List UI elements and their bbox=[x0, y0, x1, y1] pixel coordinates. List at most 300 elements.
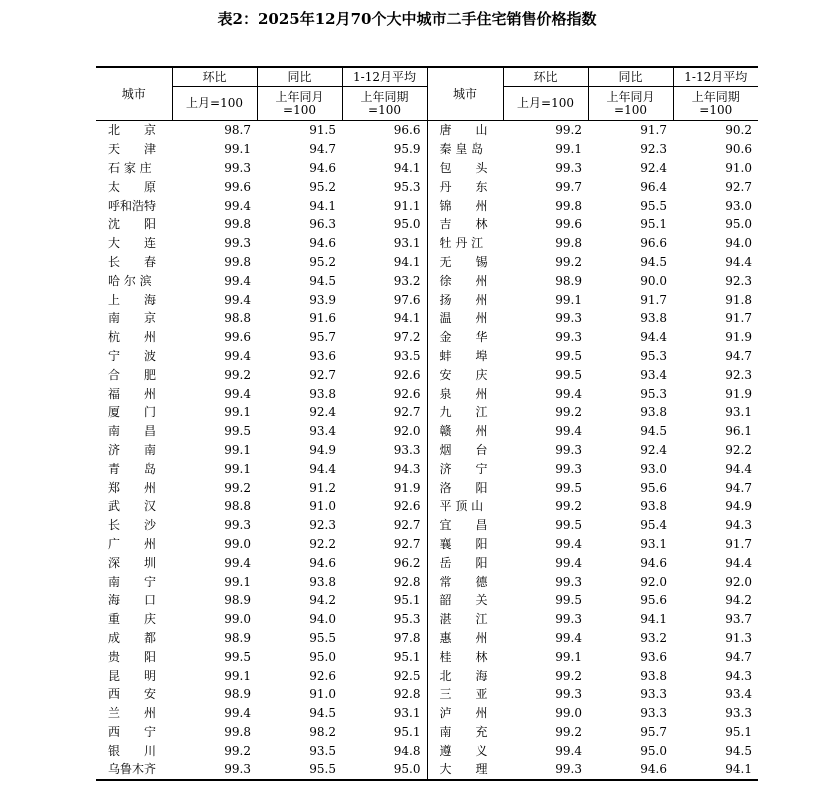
yoy-cell-right: 95.3 bbox=[640, 348, 667, 363]
avg-cell-right: 94.3 bbox=[725, 518, 752, 533]
yoy-cell-right: 93.6 bbox=[640, 649, 667, 664]
avg-cell-right: 95.0 bbox=[725, 217, 752, 232]
avg-cell-right: 94.7 bbox=[725, 348, 752, 363]
mom-cell-right: 99.3 bbox=[555, 574, 582, 589]
city-cell-right: 安 庆 bbox=[427, 365, 503, 384]
avg-cell-left: 95.1 bbox=[393, 593, 421, 608]
avg-cell-right: 91.0 bbox=[725, 160, 752, 175]
city-cell-right: 洛 阳 bbox=[427, 478, 503, 497]
table-row bbox=[96, 629, 758, 648]
mom-cell-right: 99.3 bbox=[555, 461, 582, 476]
avg-cell-left: 97.2 bbox=[393, 330, 421, 345]
avg-cell-right: 93.1 bbox=[725, 405, 752, 420]
city-cell-left: 贵 阳 bbox=[108, 649, 157, 664]
mom-cell-right: 99.5 bbox=[555, 593, 582, 608]
mom-cell-left: 99.3 bbox=[224, 518, 251, 533]
avg-cell-left: 94.8 bbox=[393, 743, 421, 758]
avg-cell-right: 94.2 bbox=[725, 593, 752, 608]
city-cell-left: 杭 州 bbox=[108, 330, 157, 345]
yoy-cell-left: 92.6 bbox=[309, 668, 336, 683]
avg-cell-right: 94.4 bbox=[725, 555, 752, 570]
yoy-cell-right: 95.3 bbox=[640, 386, 667, 401]
avg-cell-left: 95.3 bbox=[393, 179, 421, 194]
avg-cell-left: 95.9 bbox=[393, 142, 421, 157]
mom-cell-right: 99.2 bbox=[555, 405, 582, 420]
mom-cell-left: 99.6 bbox=[224, 179, 251, 194]
yoy-cell-left: 91.0 bbox=[309, 687, 336, 702]
yoy-cell-left: 94.6 bbox=[309, 236, 336, 251]
city-cell-right: 赣 州 bbox=[427, 422, 503, 441]
yoy-cell-left: 93.6 bbox=[309, 348, 336, 363]
avg-cell-left: 94.3 bbox=[393, 461, 421, 476]
city-cell-left: 西 宁 bbox=[108, 724, 157, 739]
city-cell-left: 长 春 bbox=[108, 254, 157, 269]
mom-cell-right: 99.2 bbox=[555, 123, 582, 138]
city-cell-right: 秦 皇 岛 bbox=[427, 140, 503, 159]
yoy-cell-right: 93.1 bbox=[640, 536, 667, 551]
city-cell-right: 常 德 bbox=[427, 572, 503, 591]
city-cell-left: 成 都 bbox=[108, 630, 157, 645]
mom-cell-left: 99.2 bbox=[224, 480, 251, 495]
table-row bbox=[96, 159, 758, 178]
avg-cell-right: 93.0 bbox=[725, 198, 752, 213]
table-row bbox=[96, 215, 758, 234]
mom-cell-left: 99.6 bbox=[224, 330, 251, 345]
avg-cell-left: 92.7 bbox=[393, 405, 421, 420]
mom-cell-left: 99.4 bbox=[224, 706, 251, 721]
avg-cell-right: 91.7 bbox=[725, 536, 752, 551]
city-cell-left: 银 川 bbox=[108, 743, 157, 758]
city-cell-left: 海 口 bbox=[108, 593, 157, 608]
avg-cell-right: 94.4 bbox=[725, 254, 752, 269]
table-row bbox=[96, 271, 758, 290]
table-row bbox=[96, 441, 758, 460]
avg-cell-left: 93.2 bbox=[393, 273, 421, 288]
avg-cell-left: 95.3 bbox=[393, 612, 421, 627]
avg-cell-right: 94.3 bbox=[725, 668, 752, 683]
yoy-cell-left: 93.9 bbox=[309, 292, 336, 307]
city-cell-left: 上 海 bbox=[108, 292, 157, 307]
city-cell-left: 宁 波 bbox=[108, 348, 157, 363]
city-cell-left: 合 肥 bbox=[108, 367, 157, 382]
city-cell-right: 湛 江 bbox=[427, 610, 503, 629]
city-cell-right: 金 华 bbox=[427, 328, 503, 347]
yoy-cell-right: 94.5 bbox=[640, 254, 667, 269]
mom-cell-left: 99.1 bbox=[224, 461, 251, 476]
yoy-cell-left: 95.5 bbox=[257, 760, 342, 780]
avg-cell-right: 94.4 bbox=[725, 461, 752, 476]
table-row bbox=[96, 177, 758, 196]
mom-cell-left: 98.9 bbox=[224, 630, 251, 645]
header-city-right: 城市 bbox=[427, 67, 503, 121]
mom-cell-right: 99.2 bbox=[555, 724, 582, 739]
yoy-cell-right: 91.7 bbox=[640, 292, 667, 307]
avg-cell-left: 97.8 bbox=[393, 630, 421, 645]
mom-cell-left: 99.0 bbox=[224, 612, 251, 627]
yoy-cell-right: 93.2 bbox=[640, 630, 667, 645]
yoy-cell-left: 94.7 bbox=[309, 142, 336, 157]
table-title: 表2：2025年12月70个大中城市二手住宅销售价格指数 bbox=[217, 10, 597, 28]
city-cell-right: 徐 州 bbox=[427, 271, 503, 290]
yoy-cell-left: 94.1 bbox=[309, 198, 336, 213]
city-cell-right: 北 海 bbox=[427, 666, 503, 685]
yoy-cell-left: 95.2 bbox=[309, 254, 336, 269]
mom-cell-left: 98.9 bbox=[224, 593, 251, 608]
city-cell-left: 广 州 bbox=[108, 536, 157, 551]
avg-cell-left: 96.2 bbox=[393, 555, 421, 570]
avg-cell-left: 91.1 bbox=[393, 198, 421, 213]
yoy-cell-right: 92.4 bbox=[640, 160, 667, 175]
yoy-cell-right: 92.4 bbox=[640, 442, 667, 457]
city-cell-left: 济 南 bbox=[108, 442, 157, 457]
mom-cell-left: 99.4 bbox=[224, 386, 251, 401]
yoy-cell-left: 91.6 bbox=[309, 311, 336, 326]
avg-cell-right: 92.7 bbox=[725, 179, 752, 194]
avg-cell-left: 96.6 bbox=[393, 123, 421, 138]
yoy-cell-left: 91.0 bbox=[309, 499, 336, 514]
subheader-yoy-right: 上年同月 =100 bbox=[588, 87, 673, 121]
city-cell-right: 锦 州 bbox=[427, 196, 503, 215]
mom-cell-left: 99.3 bbox=[224, 160, 251, 175]
yoy-cell-right: 91.7 bbox=[640, 123, 667, 138]
mom-cell-left: 99.5 bbox=[224, 424, 251, 439]
city-cell-left: 哈 尔 滨 bbox=[108, 273, 152, 288]
mom-cell-left: 99.4 bbox=[224, 348, 251, 363]
header-yoy-left: 同比 bbox=[257, 67, 342, 87]
avg-cell-right: 94.9 bbox=[725, 499, 752, 514]
mom-cell-left: 98.9 bbox=[224, 687, 251, 702]
mom-cell-left: 99.1 bbox=[224, 442, 251, 457]
avg-cell-right: 92.3 bbox=[725, 367, 752, 382]
table-body bbox=[96, 121, 758, 780]
yoy-cell-left: 95.0 bbox=[309, 649, 336, 664]
subheader-avg-right: 上年同期 =100 bbox=[673, 87, 758, 121]
city-cell-left: 厦 门 bbox=[108, 405, 157, 420]
city-cell-right: 大 理 bbox=[427, 760, 503, 780]
mom-cell-left: 99.4 bbox=[224, 555, 251, 570]
avg-cell-right: 93.3 bbox=[725, 706, 752, 721]
avg-cell-left: 93.5 bbox=[393, 348, 421, 363]
avg-cell-right: 92.3 bbox=[725, 273, 752, 288]
city-cell-right: 烟 台 bbox=[427, 441, 503, 460]
table-row bbox=[96, 328, 758, 347]
mom-cell-right: 99.2 bbox=[555, 254, 582, 269]
mom-cell-right: 99.8 bbox=[555, 236, 582, 251]
avg-cell-left: 95.0 bbox=[342, 760, 427, 780]
table-row bbox=[96, 196, 758, 215]
table-row bbox=[96, 572, 758, 591]
yoy-cell-right: 95.6 bbox=[640, 593, 667, 608]
mom-cell-right: 99.4 bbox=[555, 743, 582, 758]
city-cell-right: 温 州 bbox=[427, 309, 503, 328]
mom-cell-right: 99.3 bbox=[555, 442, 582, 457]
header-yoy-right: 同比 bbox=[588, 67, 673, 87]
mom-cell-right: 99.4 bbox=[555, 630, 582, 645]
city-cell-right: 平 顶 山 bbox=[427, 497, 503, 516]
avg-cell-left: 94.1 bbox=[393, 254, 421, 269]
city-cell-right: 襄 阳 bbox=[427, 535, 503, 554]
city-cell-left: 沈 阳 bbox=[108, 217, 157, 232]
city-cell-right: 南 充 bbox=[427, 723, 503, 742]
yoy-cell-right: 93.8 bbox=[640, 499, 667, 514]
mom-cell-right: 99.1 bbox=[555, 649, 582, 664]
avg-cell-right: 92.2 bbox=[725, 442, 752, 457]
table-row bbox=[96, 760, 758, 780]
mom-cell-right: 99.5 bbox=[555, 480, 582, 495]
yoy-cell-left: 96.3 bbox=[309, 217, 336, 232]
city-cell-right: 岳 阳 bbox=[427, 553, 503, 572]
yoy-cell-right: 93.3 bbox=[640, 687, 667, 702]
mom-cell-right: 99.3 bbox=[555, 330, 582, 345]
table-row bbox=[96, 723, 758, 742]
mom-cell-right: 99.4 bbox=[555, 424, 582, 439]
mom-cell-right: 99.3 bbox=[555, 612, 582, 627]
mom-cell-left: 99.3 bbox=[224, 236, 251, 251]
yoy-cell-left: 94.9 bbox=[309, 442, 336, 457]
city-cell-left: 青 岛 bbox=[108, 461, 157, 476]
yoy-cell-right: 93.0 bbox=[640, 461, 667, 476]
avg-cell-left: 95.1 bbox=[393, 724, 421, 739]
mom-cell-right: 99.1 bbox=[555, 142, 582, 157]
city-cell-right: 九 江 bbox=[427, 403, 503, 422]
city-cell-left: 兰 州 bbox=[108, 706, 157, 721]
city-cell-left: 乌鲁木齐 bbox=[96, 760, 172, 780]
mom-cell-right: 98.9 bbox=[555, 273, 582, 288]
avg-cell-right: 94.0 bbox=[725, 236, 752, 251]
city-cell-right: 遵 义 bbox=[427, 741, 503, 760]
mom-cell-left: 99.2 bbox=[224, 367, 251, 382]
table-row bbox=[96, 478, 758, 497]
table-row bbox=[96, 497, 758, 516]
header-city-left: 城市 bbox=[96, 67, 172, 121]
header-mom-left: 环比 bbox=[172, 67, 257, 87]
mom-cell-right: 99.4 bbox=[555, 555, 582, 570]
mom-cell-right: 99.4 bbox=[555, 386, 582, 401]
avg-cell-right: 91.9 bbox=[725, 386, 752, 401]
yoy-cell-left: 93.5 bbox=[309, 743, 336, 758]
table-row bbox=[96, 253, 758, 272]
mom-cell-right: 99.6 bbox=[555, 217, 582, 232]
avg-cell-right: 91.7 bbox=[725, 311, 752, 326]
mom-cell-left: 99.1 bbox=[224, 405, 251, 420]
avg-cell-left: 93.3 bbox=[393, 442, 421, 457]
avg-cell-left: 97.6 bbox=[393, 292, 421, 307]
yoy-cell-left: 93.4 bbox=[309, 424, 336, 439]
city-cell-left: 郑 州 bbox=[108, 480, 157, 495]
mom-cell-left: 99.8 bbox=[224, 217, 251, 232]
city-cell-left: 天 津 bbox=[108, 142, 157, 157]
mom-cell-right: 99.3 bbox=[555, 160, 582, 175]
avg-cell-right: 90.6 bbox=[725, 142, 752, 157]
table-row bbox=[96, 704, 758, 723]
mom-cell-right: 99.5 bbox=[555, 367, 582, 382]
city-cell-left: 武 汉 bbox=[108, 499, 157, 514]
mom-cell-left: 99.1 bbox=[224, 142, 251, 157]
avg-cell-left: 93.1 bbox=[393, 706, 421, 721]
avg-cell-left: 94.1 bbox=[393, 311, 421, 326]
city-cell-left: 重 庆 bbox=[108, 612, 157, 627]
table-row bbox=[96, 647, 758, 666]
table-row bbox=[96, 459, 758, 478]
price-index-table bbox=[96, 66, 758, 781]
avg-cell-left: 92.7 bbox=[393, 518, 421, 533]
city-cell-right: 济 宁 bbox=[427, 459, 503, 478]
yoy-cell-left: 94.0 bbox=[309, 612, 336, 627]
yoy-cell-right: 95.1 bbox=[640, 217, 667, 232]
table-row bbox=[96, 591, 758, 610]
avg-cell-right: 91.9 bbox=[725, 330, 752, 345]
table-row bbox=[96, 290, 758, 309]
table-row bbox=[96, 685, 758, 704]
yoy-cell-right: 90.0 bbox=[640, 273, 667, 288]
city-cell-left: 南 昌 bbox=[108, 424, 157, 439]
city-cell-right: 吉 林 bbox=[427, 215, 503, 234]
yoy-cell-right: 93.8 bbox=[640, 405, 667, 420]
mom-cell-left: 99.3 bbox=[172, 760, 257, 780]
mom-cell-left: 98.8 bbox=[224, 499, 251, 514]
yoy-cell-left: 91.5 bbox=[309, 123, 336, 138]
mom-cell-right: 99.3 bbox=[503, 760, 588, 780]
mom-cell-right: 99.3 bbox=[555, 687, 582, 702]
avg-cell-left: 93.1 bbox=[393, 236, 421, 251]
mom-cell-left: 99.4 bbox=[224, 273, 251, 288]
avg-cell-left: 92.5 bbox=[393, 668, 421, 683]
table-row bbox=[96, 741, 758, 760]
city-cell-right: 桂 林 bbox=[427, 647, 503, 666]
avg-cell-left: 92.8 bbox=[393, 687, 421, 702]
avg-cell-right: 90.2 bbox=[725, 123, 752, 138]
avg-cell-right: 94.7 bbox=[725, 649, 752, 664]
mom-cell-right: 99.7 bbox=[555, 179, 582, 194]
subheader-yoy-left: 上年同月 =100 bbox=[257, 87, 342, 121]
yoy-cell-left: 95.2 bbox=[309, 179, 336, 194]
mom-cell-left: 98.7 bbox=[224, 123, 251, 138]
avg-cell-left: 92.8 bbox=[393, 574, 421, 589]
mom-cell-right: 99.2 bbox=[555, 668, 582, 683]
yoy-cell-left: 98.2 bbox=[309, 724, 336, 739]
mom-cell-right: 99.4 bbox=[555, 536, 582, 551]
mom-cell-right: 99.2 bbox=[555, 499, 582, 514]
yoy-cell-left: 94.2 bbox=[309, 593, 336, 608]
yoy-cell-left: 93.8 bbox=[309, 386, 336, 401]
yoy-cell-right: 93.4 bbox=[640, 367, 667, 382]
city-cell-left: 南 京 bbox=[108, 311, 157, 326]
city-cell-right: 包 头 bbox=[427, 159, 503, 178]
yoy-cell-right: 94.6 bbox=[640, 555, 667, 570]
city-cell-left: 西 安 bbox=[108, 687, 157, 702]
table-row bbox=[96, 347, 758, 366]
avg-cell-left: 92.0 bbox=[393, 424, 421, 439]
yoy-cell-left: 95.7 bbox=[309, 330, 336, 345]
mom-cell-right: 99.5 bbox=[555, 348, 582, 363]
city-cell-right: 丹 东 bbox=[427, 177, 503, 196]
city-cell-left: 北 京 bbox=[108, 123, 157, 138]
table-row bbox=[96, 403, 758, 422]
yoy-cell-right: 93.8 bbox=[640, 311, 667, 326]
avg-cell-right: 94.7 bbox=[725, 480, 752, 495]
yoy-cell-right: 93.3 bbox=[640, 706, 667, 721]
yoy-cell-left: 94.6 bbox=[309, 555, 336, 570]
mom-cell-right: 99.8 bbox=[555, 198, 582, 213]
mom-cell-left: 99.8 bbox=[224, 724, 251, 739]
subheader-avg-left: 上年同期 =100 bbox=[342, 87, 427, 121]
avg-cell-right: 91.3 bbox=[725, 630, 752, 645]
avg-cell-right: 91.8 bbox=[725, 292, 752, 307]
table-row bbox=[96, 666, 758, 685]
city-cell-right: 三 亚 bbox=[427, 685, 503, 704]
city-cell-left: 大 连 bbox=[108, 236, 157, 251]
yoy-cell-right: 95.6 bbox=[640, 480, 667, 495]
city-cell-left: 深 圳 bbox=[108, 555, 157, 570]
mom-cell-right: 99.1 bbox=[555, 292, 582, 307]
city-cell-right: 牡 丹 江 bbox=[427, 234, 503, 253]
yoy-cell-right: 95.0 bbox=[640, 743, 667, 758]
city-cell-right: 蚌 埠 bbox=[427, 347, 503, 366]
header-avg-left: 1-12月平均 bbox=[342, 67, 427, 87]
avg-cell-right: 92.0 bbox=[725, 574, 752, 589]
table-row bbox=[96, 309, 758, 328]
city-cell-right: 唐 山 bbox=[427, 121, 503, 140]
table-row bbox=[96, 422, 758, 441]
yoy-cell-right: 94.1 bbox=[640, 612, 667, 627]
yoy-cell-left: 95.5 bbox=[309, 630, 336, 645]
yoy-cell-right: 94.5 bbox=[640, 424, 667, 439]
yoy-cell-right: 94.4 bbox=[640, 330, 667, 345]
city-cell-left: 呼和浩特 bbox=[108, 198, 157, 213]
mom-cell-left: 99.0 bbox=[224, 536, 251, 551]
yoy-cell-right: 94.6 bbox=[588, 760, 673, 780]
mom-cell-left: 99.5 bbox=[224, 649, 251, 664]
avg-cell-right: 96.1 bbox=[725, 424, 752, 439]
header-mom-right: 环比 bbox=[503, 67, 588, 87]
yoy-cell-left: 92.4 bbox=[309, 405, 336, 420]
avg-cell-right: 93.4 bbox=[725, 687, 752, 702]
yoy-cell-left: 92.3 bbox=[309, 518, 336, 533]
city-cell-right: 惠 州 bbox=[427, 629, 503, 648]
city-cell-right: 泉 州 bbox=[427, 384, 503, 403]
city-cell-right: 无 锡 bbox=[427, 253, 503, 272]
avg-cell-left: 92.6 bbox=[393, 499, 421, 514]
mom-cell-left: 99.1 bbox=[224, 668, 251, 683]
table-row bbox=[96, 365, 758, 384]
yoy-cell-left: 94.4 bbox=[309, 461, 336, 476]
yoy-cell-left: 91.2 bbox=[309, 480, 336, 495]
city-cell-left: 长 沙 bbox=[108, 518, 157, 533]
table-row bbox=[96, 535, 758, 554]
table-row bbox=[96, 234, 758, 253]
avg-cell-left: 92.7 bbox=[393, 536, 421, 551]
mom-cell-left: 99.4 bbox=[224, 292, 251, 307]
avg-cell-right: 94.5 bbox=[725, 743, 752, 758]
city-cell-left: 南 宁 bbox=[108, 574, 157, 589]
mom-cell-left: 98.8 bbox=[224, 311, 251, 326]
city-cell-right: 泸 州 bbox=[427, 704, 503, 723]
avg-cell-left: 95.0 bbox=[393, 217, 421, 232]
yoy-cell-right: 96.6 bbox=[640, 236, 667, 251]
header-avg-right: 1-12月平均 bbox=[673, 67, 758, 87]
table-header bbox=[96, 67, 758, 121]
table-row bbox=[96, 610, 758, 629]
yoy-cell-right: 92.0 bbox=[640, 574, 667, 589]
yoy-cell-left: 92.2 bbox=[309, 536, 336, 551]
avg-cell-right: 93.7 bbox=[725, 612, 752, 627]
subheader-mom-right: 上月=100 bbox=[503, 87, 588, 121]
avg-cell-left: 91.9 bbox=[393, 480, 421, 495]
avg-cell-right: 94.1 bbox=[673, 760, 758, 780]
table-row bbox=[96, 384, 758, 403]
yoy-cell-left: 92.7 bbox=[309, 367, 336, 382]
mom-cell-left: 99.8 bbox=[224, 254, 251, 269]
